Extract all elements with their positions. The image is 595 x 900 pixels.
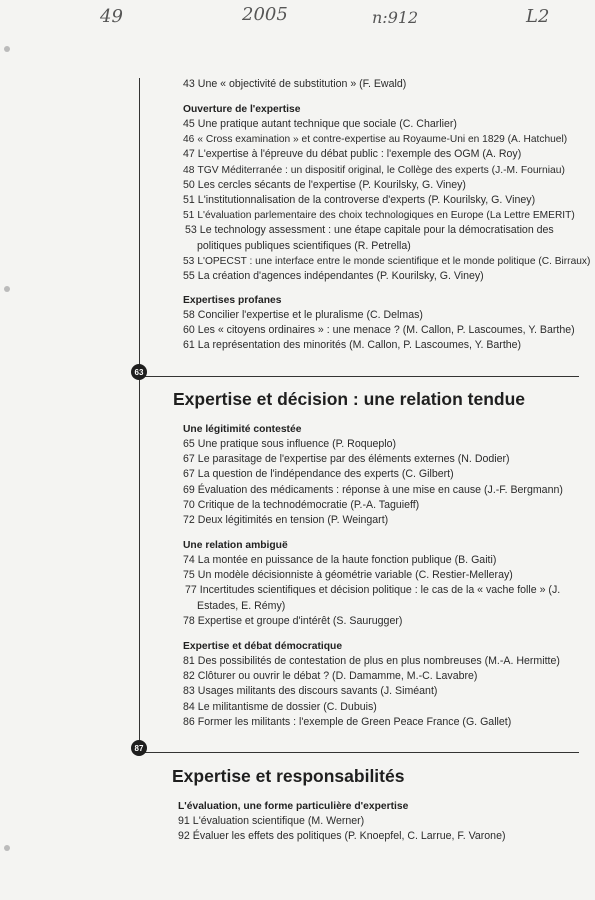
binder-hole: [4, 46, 10, 52]
subsection-ambigue: [183, 540, 585, 629]
page-badge-63: 63: [131, 364, 147, 380]
handwritten-reference: n:912: [372, 8, 419, 27]
subsection-profanes: [183, 295, 585, 354]
toc-entry: 48 TGV Méditerranée : un dispositif original, le Collège des experts (J.-M. Fourniau): [183, 164, 565, 176]
section-title: Expertise et responsabilités: [172, 766, 405, 786]
subsection-evaluation: [178, 801, 585, 844]
page-badge-87: 87: [131, 740, 147, 756]
toc-entry: 82 Clôturer ou ouvrir le débat ? (D. Damamme, M.-C. Lavabre): [183, 670, 478, 683]
section-divider: [139, 752, 579, 753]
toc-entry: 45 Une pratique autant technique que sociale (C. Charlier): [183, 118, 457, 130]
toc-entry: 55 La création d'agences indépendantes (P. Kourilsky, G. Viney): [183, 270, 484, 283]
toc-entry: 65 Une pratique sous influence (P. Roqueplo): [183, 438, 397, 450]
toc-entry: 51 L'évaluation parlementaire des choix technologiques en Europe (La Lettre EMERIT): [183, 210, 575, 222]
toc-entry: 53 Le technology assessment : une étape capitale pour la démocratisation des politiques publiques scientifiques (R. Petrella): [185, 224, 554, 252]
subsection-title: Ouverture de l'expertise: [183, 104, 301, 115]
toc-entry: 75 Un modèle décisionniste à géométrie variable (C. Restier-Melleray): [183, 569, 513, 582]
toc-entry: 53 L'OPECST : une interface entre le monde scientifique et le monde politique (C. Birraux): [183, 255, 591, 267]
subsection-debat: [183, 641, 585, 730]
handwritten-page-number: 49: [100, 6, 123, 27]
toc-entry: 47 L'expertise à l'épreuve du débat public : l'exemple des OGM (A. Roy): [183, 148, 522, 161]
binder-hole: [4, 286, 10, 292]
subsection-title: Expertise et débat démocratique: [183, 641, 343, 652]
toc-entry: 78 Expertise et groupe d'intérêt (S. Saurugger): [183, 614, 403, 627]
toc-continued: [183, 77, 585, 92]
subsection-title: L'évaluation, une forme particulière d'expertise: [178, 801, 409, 812]
toc-entry: 77 Incertitudes scientifiques et décision politique : le cas de la « vache folle » (J. Estades, E. Rémy): [185, 584, 561, 612]
subsection-title: Expertises profanes: [183, 295, 282, 306]
handwritten-code: L2: [526, 6, 550, 27]
margin-rule: [139, 78, 140, 368]
subsection-title: Une relation ambiguë: [183, 540, 288, 551]
toc-entry: 50 Les cercles sécants de l'expertise (P. Kourilsky, G. Viney): [183, 178, 466, 191]
toc-entry: 51 L'institutionnalisation de la controverse d'experts (P. Kourilsky, G. Viney): [183, 194, 536, 207]
toc-entry: 67 Le parasitage de l'expertise par des éléments externes (N. Dodier): [183, 453, 510, 466]
toc-entry: 60 Les « citoyens ordinaires » : une menace ? (M. Callon, P. Lascoumes, Y. Barthe): [183, 324, 575, 337]
toc-entry: 91 L'évaluation scientifique (M. Werner): [178, 815, 365, 827]
toc-entry: 69 Évaluation des médicaments : réponse à une mise en cause (J.-F. Bergmann): [183, 483, 563, 496]
toc-entry: 83 Usages militants des discours savants (J. Siméant): [183, 685, 438, 698]
toc-entry: 74 La montée en puissance de la haute fonction publique (B. Gaiti): [183, 554, 497, 566]
section-title: Expertise et décision : une relation tendue: [173, 389, 526, 409]
toc-entry: 92 Évaluer les effets des politiques (P. Knoepfel, C. Larrue, F. Varone): [178, 830, 506, 843]
toc-entry: 81 Des possibilités de contestation de plus en plus nombreuses (M.-A. Hermitte): [183, 655, 560, 667]
section-divider: [139, 376, 579, 377]
subsection-ouverture: [183, 104, 591, 284]
toc-entry: 43 Une « objectivité de substitution » (F. Ewald): [183, 78, 407, 90]
toc-entry: 67 La question de l'indépendance des experts (C. Gilbert): [183, 468, 454, 481]
toc-entry: 86 Former les militants : l'exemple de Green Peace France (G. Gallet): [183, 715, 512, 728]
subsection-title: Une légitimité contestée: [183, 424, 302, 435]
toc-entry: 84 Le militantisme de dossier (C. Dubuis): [183, 700, 377, 713]
binder-hole: [4, 845, 10, 851]
toc-entry: 61 La représentation des minorités (M. Callon, P. Lascoumes, Y. Barthe): [183, 339, 522, 352]
toc-entry: 58 Concilier l'expertise et le pluralisme (C. Delmas): [183, 309, 423, 321]
handwritten-year: 2005: [242, 4, 288, 25]
subsection-legitimite: [183, 424, 585, 528]
margin-rule: [139, 376, 140, 744]
toc-entry: 72 Deux légitimités en tension (P. Weingart): [183, 514, 389, 527]
toc-entry: 70 Critique de la technodémocratie (P.-A. Taguieff): [183, 498, 420, 511]
toc-entry: 46 « Cross examination » et contre-expertise au Royaume-Uni en 1829 (A. Hatchuel): [183, 134, 568, 146]
